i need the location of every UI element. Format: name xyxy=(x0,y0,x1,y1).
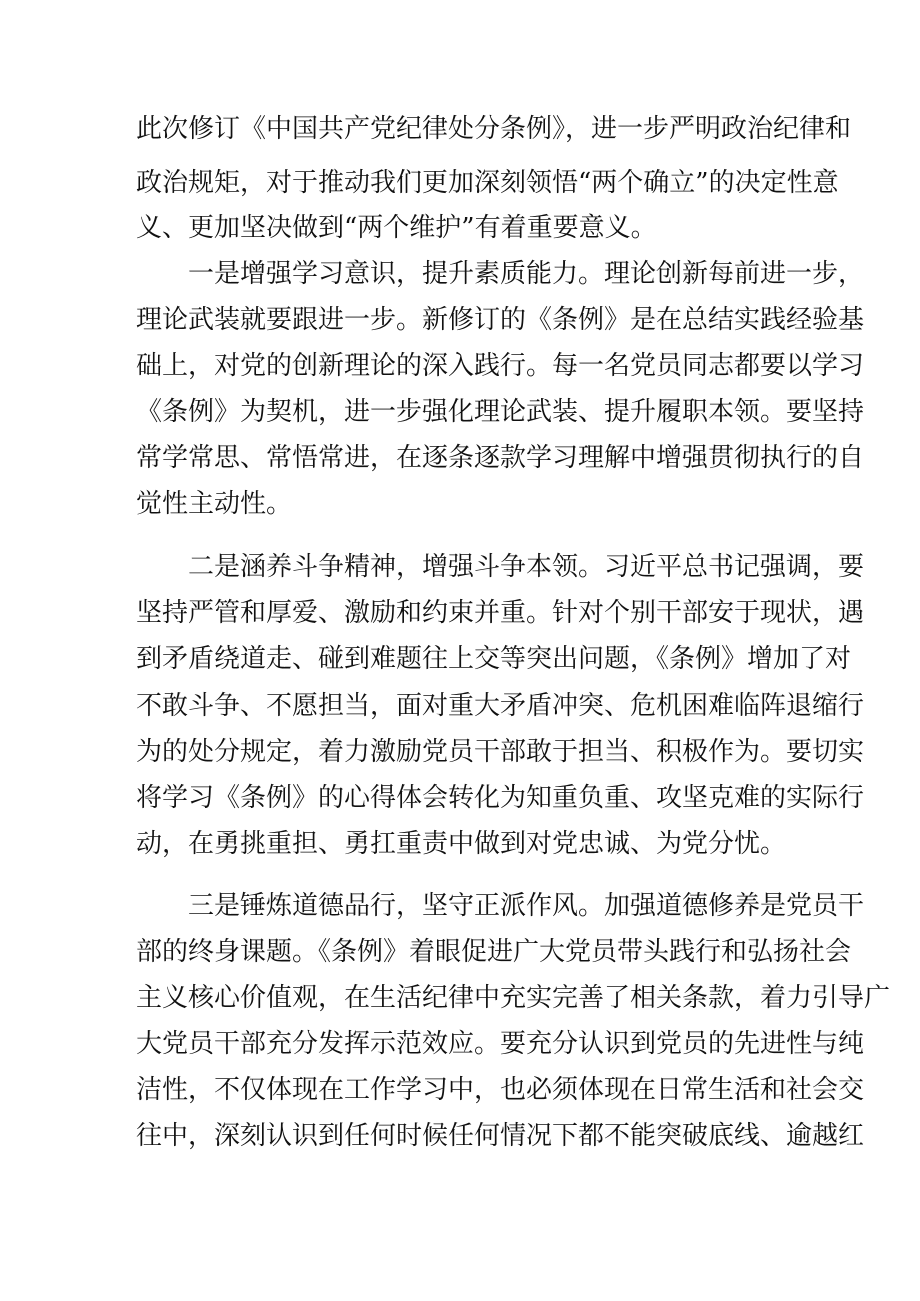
paragraph-1-line-3: 义、更加坚决做到“两个维护”有着重要意义。 xyxy=(136,213,657,243)
paragraph-1-line-1: 此次修订《中国共产党纪律处分条例》，进一步严明政治纪律和 xyxy=(136,114,852,144)
paragraph-2-line-4: 《条例》为契机，进一步强化理论武装、提升履职本领。要坚持 xyxy=(136,397,865,427)
paragraph-2-line-5: 常学常思、常悟常进，在逐条逐款学习理解中增强贯彻执行的自 xyxy=(136,443,865,473)
paragraph-1-line-2: 政治规矩，对于推动我们更加深刻领悟“两个确立”的决定性意 xyxy=(136,168,839,198)
paragraph-3-line-3: 到矛盾绕道走、碰到难题往上交等突出问题，《条例》增加了对 xyxy=(136,644,852,674)
paragraph-3-line-5: 为的处分规定，着力激励党员干部敢于担当、积极作为。要切实 xyxy=(136,737,865,767)
paragraph-2-line-3: 础上，对党的创新理论的深入践行。每一名党员同志都要以学习 xyxy=(136,351,865,381)
paragraph-3-line-2: 坚持严管和厚爱、激励和约束并重。针对个别干部安于现状，遇 xyxy=(136,598,865,628)
paragraph-4-line-5: 洁性，不仅体现在工作学习中，也必须体现在日常生活和社会交 xyxy=(136,1075,865,1105)
paragraph-3-line-1: 二是涵养斗争精神，增强斗争本领。习近平总书记强调，要 xyxy=(188,552,865,582)
paragraph-2-line-1: 一是增强学习意识，提升素质能力。理论创新每前进一步， xyxy=(188,259,865,289)
paragraph-4-line-3: 主义核心价值观，在生活纪律中充实完善了相关条款，着力引导广 xyxy=(136,983,891,1013)
paragraph-4-line-6: 往中，深刻认识到任何时候任何情况下都不能突破底线、逾越红 xyxy=(136,1121,865,1151)
paragraph-3-line-4: 不敢斗争、不愿担当，面对重大矛盾冲突、危机困难临阵退缩行 xyxy=(136,691,865,721)
paragraph-3-line-6: 将学习《条例》的心得体会转化为知重负重、攻坚克难的实际行 xyxy=(136,783,865,813)
paragraph-4-line-4: 大党员干部充分发挥示范效应。要充分认识到党员的先进性与纯 xyxy=(136,1029,865,1059)
paragraph-2-line-2: 理论武装就要跟进一步。新修订的《条例》是在总结实践经验基 xyxy=(136,305,865,335)
paragraph-2-line-6: 觉性主动性。 xyxy=(136,489,293,519)
paragraph-4-line-1: 三是锤炼道德品行，坚守正派作风。加强道德修养是党员干 xyxy=(188,891,865,921)
paragraph-4-line-2: 部的终身课题。《条例》着眼促进广大党员带头践行和弘扬社会 xyxy=(136,937,852,967)
paragraph-3-line-7: 动，在勇挑重担、勇扛重责中做到对党忠诚、为党分忧。 xyxy=(136,829,787,859)
